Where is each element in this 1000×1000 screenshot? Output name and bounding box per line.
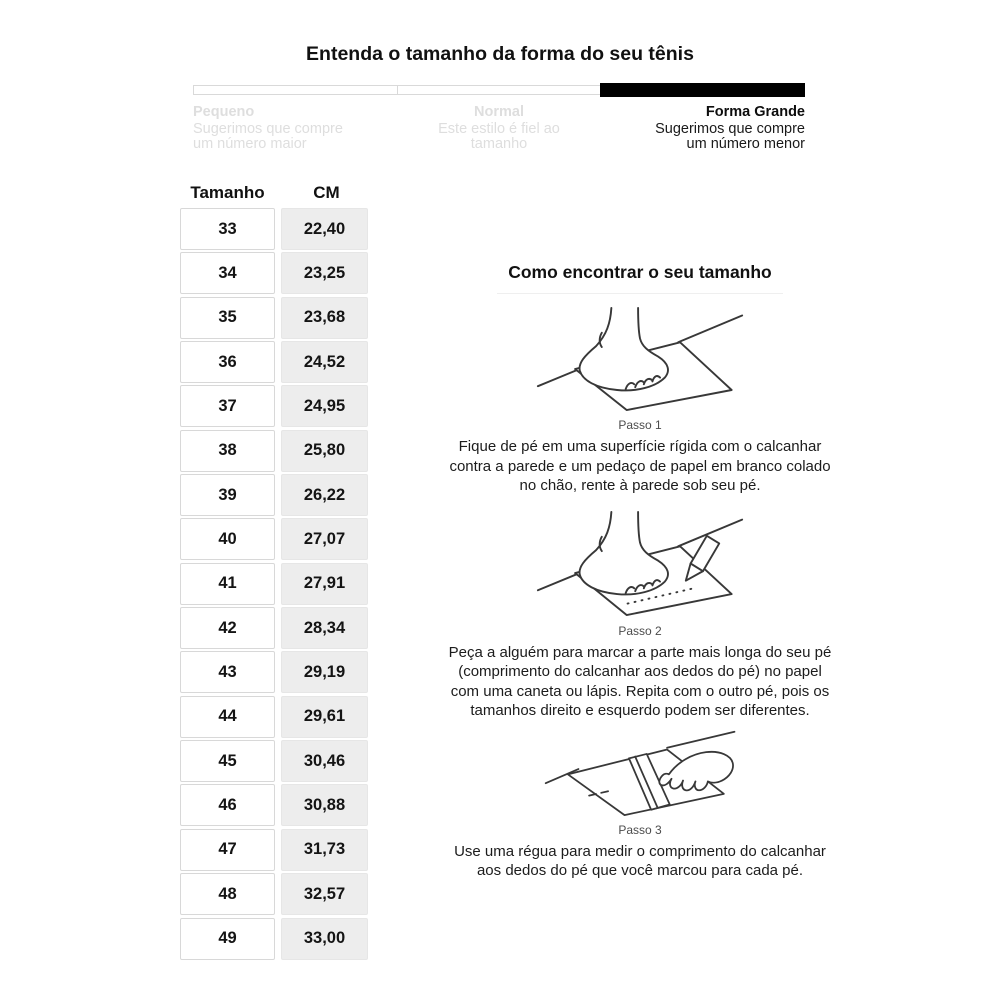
guide-title: Como encontrar o seu tamanho — [508, 262, 772, 282]
table-row — [180, 651, 372, 693]
size-cell: 48 — [180, 873, 275, 915]
fit-label-small-title: Pequeno — [193, 104, 255, 120]
foot-marking-with-pencil-illustration-icon — [535, 510, 745, 617]
size-table-header — [180, 182, 372, 204]
table-row — [180, 563, 372, 605]
size-cell: 49 — [180, 918, 275, 960]
cm-cell: 31,73 — [281, 829, 368, 871]
fit-label-small-description: Sugerimos que compre um número maior — [193, 120, 343, 152]
size-cell: 40 — [180, 518, 275, 560]
size-column-header: Tamanho — [190, 183, 265, 202]
foot-on-paper-illustration-icon — [535, 306, 745, 411]
size-table — [180, 182, 372, 962]
table-row — [180, 252, 372, 294]
table-row — [180, 607, 372, 649]
fit-segment-large-active — [600, 83, 805, 97]
size-cell: 44 — [180, 696, 275, 738]
step-2-label: Passo 2 — [618, 623, 662, 638]
fit-label-small — [193, 105, 397, 153]
table-row — [180, 873, 372, 915]
fit-scale — [193, 83, 805, 153]
table-row — [180, 208, 372, 250]
fit-scale-labels — [193, 105, 805, 153]
size-cell: 38 — [180, 430, 275, 472]
size-cell: 37 — [180, 385, 275, 427]
fit-segment-small — [193, 85, 398, 95]
step-2-text: Peça a alguém para marcar a parte mais longa do seu pé (comprimento do calcanhar aos dedos do pé) no papel com uma caneta ou lápis. Repita com o outro pé, pois os tamanhos direito e esquerdo podem ser diferentes. — [448, 643, 832, 719]
step-3-label: Passo 3 — [618, 822, 662, 837]
ruler-and-hand-measuring-illustration-icon — [543, 730, 738, 816]
size-cell: 34 — [180, 252, 275, 294]
cm-cell: 23,25 — [281, 252, 368, 294]
cm-cell: 24,95 — [281, 385, 368, 427]
cm-cell: 29,61 — [281, 696, 368, 738]
size-cell: 33 — [180, 208, 275, 250]
table-row — [180, 430, 372, 472]
size-table-body — [180, 208, 372, 960]
table-row — [180, 784, 372, 826]
cm-cell: 32,57 — [281, 873, 368, 915]
fit-segment-normal — [397, 85, 602, 95]
table-row — [180, 518, 372, 560]
page-title: Entenda o tamanho da forma do seu tênis — [306, 43, 694, 65]
cm-cell: 28,34 — [281, 607, 368, 649]
size-cell: 36 — [180, 341, 275, 383]
table-row — [180, 297, 372, 339]
size-cell: 47 — [180, 829, 275, 871]
step-1-text: Fique de pé em uma superfície rígida com o calcanhar contra a parede e um pedaço de papel em branco colado no chão, rente à parede sob seu pé. — [449, 438, 831, 494]
cm-column-header: CM — [313, 183, 340, 202]
table-row — [180, 918, 372, 960]
cm-cell: 25,80 — [281, 430, 368, 472]
table-row — [180, 341, 372, 383]
cm-cell: 27,07 — [281, 518, 368, 560]
step-3-text: Use uma régua para medir o comprimento do calcanhar aos dedos do pé que você marcou para cada pé. — [454, 842, 826, 879]
cm-cell: 27,91 — [281, 563, 368, 605]
fit-label-large-description: Sugerimos que compre um número menor — [655, 120, 805, 152]
size-cell: 42 — [180, 607, 275, 649]
step-1-label: Passo 1 — [618, 418, 662, 432]
table-row — [180, 696, 372, 738]
table-row — [180, 385, 372, 427]
fit-label-normal-title: Normal — [474, 104, 524, 120]
size-cell: 41 — [180, 563, 275, 605]
table-row — [180, 474, 372, 516]
guide-divider — [497, 293, 783, 294]
cm-cell: 29,19 — [281, 651, 368, 693]
table-row — [180, 829, 372, 871]
size-cell: 43 — [180, 651, 275, 693]
size-cell: 35 — [180, 297, 275, 339]
cm-cell: 30,46 — [281, 740, 368, 782]
how-to-guide — [440, 262, 840, 881]
size-cell: 39 — [180, 474, 275, 516]
fit-label-large — [601, 105, 805, 153]
size-cell: 45 — [180, 740, 275, 782]
size-cell: 46 — [180, 784, 275, 826]
cm-cell: 24,52 — [281, 341, 368, 383]
cm-cell: 23,68 — [281, 297, 368, 339]
cm-cell: 30,88 — [281, 784, 368, 826]
cm-cell: 22,40 — [281, 208, 368, 250]
fit-label-normal-description: Este estilo é fiel ao tamanho — [438, 120, 560, 152]
cm-cell: 33,00 — [281, 918, 368, 960]
cm-cell: 26,22 — [281, 474, 368, 516]
fit-label-normal — [397, 105, 601, 153]
fit-label-large-title: Forma Grande — [705, 104, 805, 120]
table-row — [180, 740, 372, 782]
fit-scale-bar — [193, 83, 805, 96]
